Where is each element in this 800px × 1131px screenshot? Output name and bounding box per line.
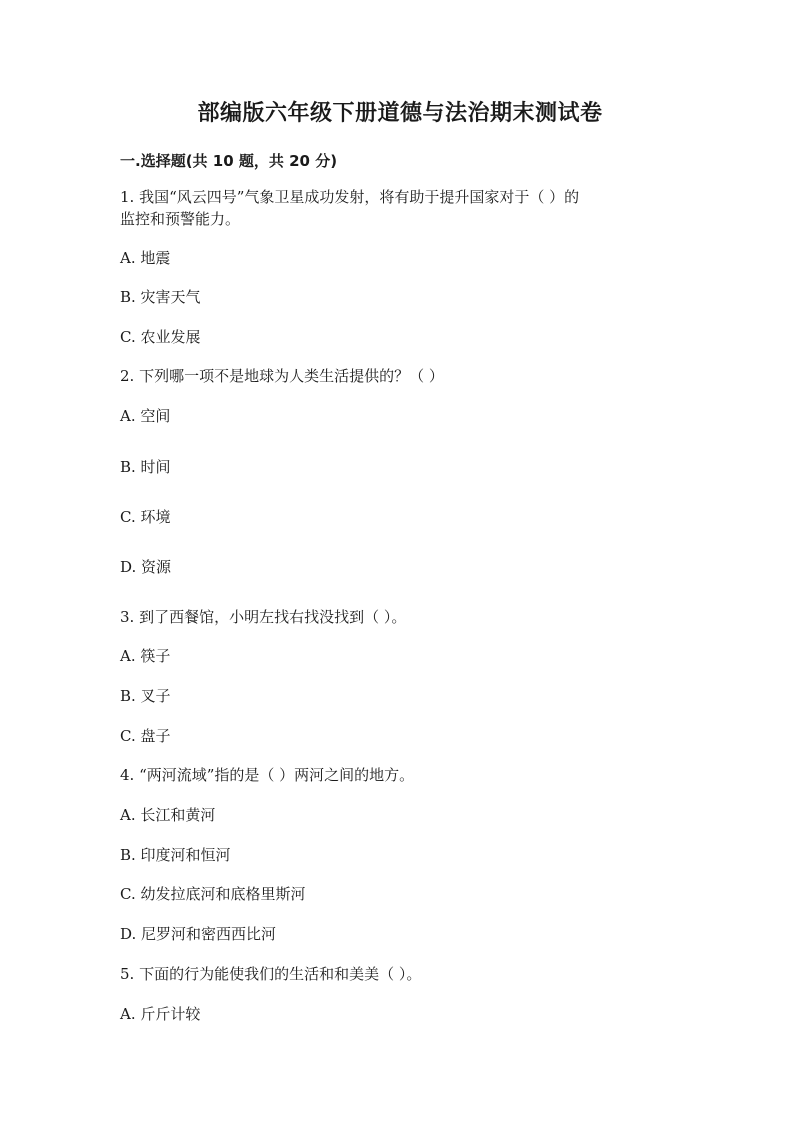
question-4-stem: 4. “两河流域”指的是（ ）两河之间的地方。 xyxy=(120,766,415,784)
question-2-option-b: B. 时间 xyxy=(120,458,171,476)
question-3-option-c: C. 盘子 xyxy=(120,727,171,745)
question-3-option-a: A. 筷子 xyxy=(120,647,171,665)
question-4-option-b: B. 印度河和恒河 xyxy=(120,846,231,864)
question-3-stem: 3. 到了西餐馆，小明左找右找没找到（ ）。 xyxy=(120,608,407,626)
question-1-stem-line-1: 1. 我国“风云四号”气象卫星成功发射，将有助于提升国家对于（ ）的 xyxy=(120,188,580,206)
question-1-stem-line-2: 监控和预警能力。 xyxy=(120,210,241,228)
question-4-option-a: A. 长江和黄河 xyxy=(120,806,216,824)
question-2-stem: 2. 下列哪一项不是地球为人类生活提供的？（ ） xyxy=(120,367,444,385)
question-1-option-b: B. 灾害天气 xyxy=(120,288,201,306)
question-2-option-d: D. 资源 xyxy=(120,558,172,576)
question-5-option-a: A. 斤斤计较 xyxy=(120,1005,201,1023)
question-1-option-a: A. 地震 xyxy=(120,249,171,267)
question-4-option-d: D. 尼罗河和密西西比河 xyxy=(120,925,277,943)
question-5-stem: 5. 下面的行为能使我们的生活和和美美（ ）。 xyxy=(120,965,422,983)
question-2-option-a: A. 空间 xyxy=(120,407,171,425)
question-3-option-b: B. 叉子 xyxy=(120,687,171,705)
question-2-option-c: C. 环境 xyxy=(120,508,171,526)
section-heading: 一.选择题(共 10 题，共 20 分) xyxy=(120,152,338,170)
question-4-option-c: C. 幼发拉底河和底格里斯河 xyxy=(120,885,306,903)
question-1-option-c: C. 农业发展 xyxy=(120,328,201,346)
page-title: 部编版六年级下册道德与法治期末测试卷 xyxy=(197,100,603,126)
